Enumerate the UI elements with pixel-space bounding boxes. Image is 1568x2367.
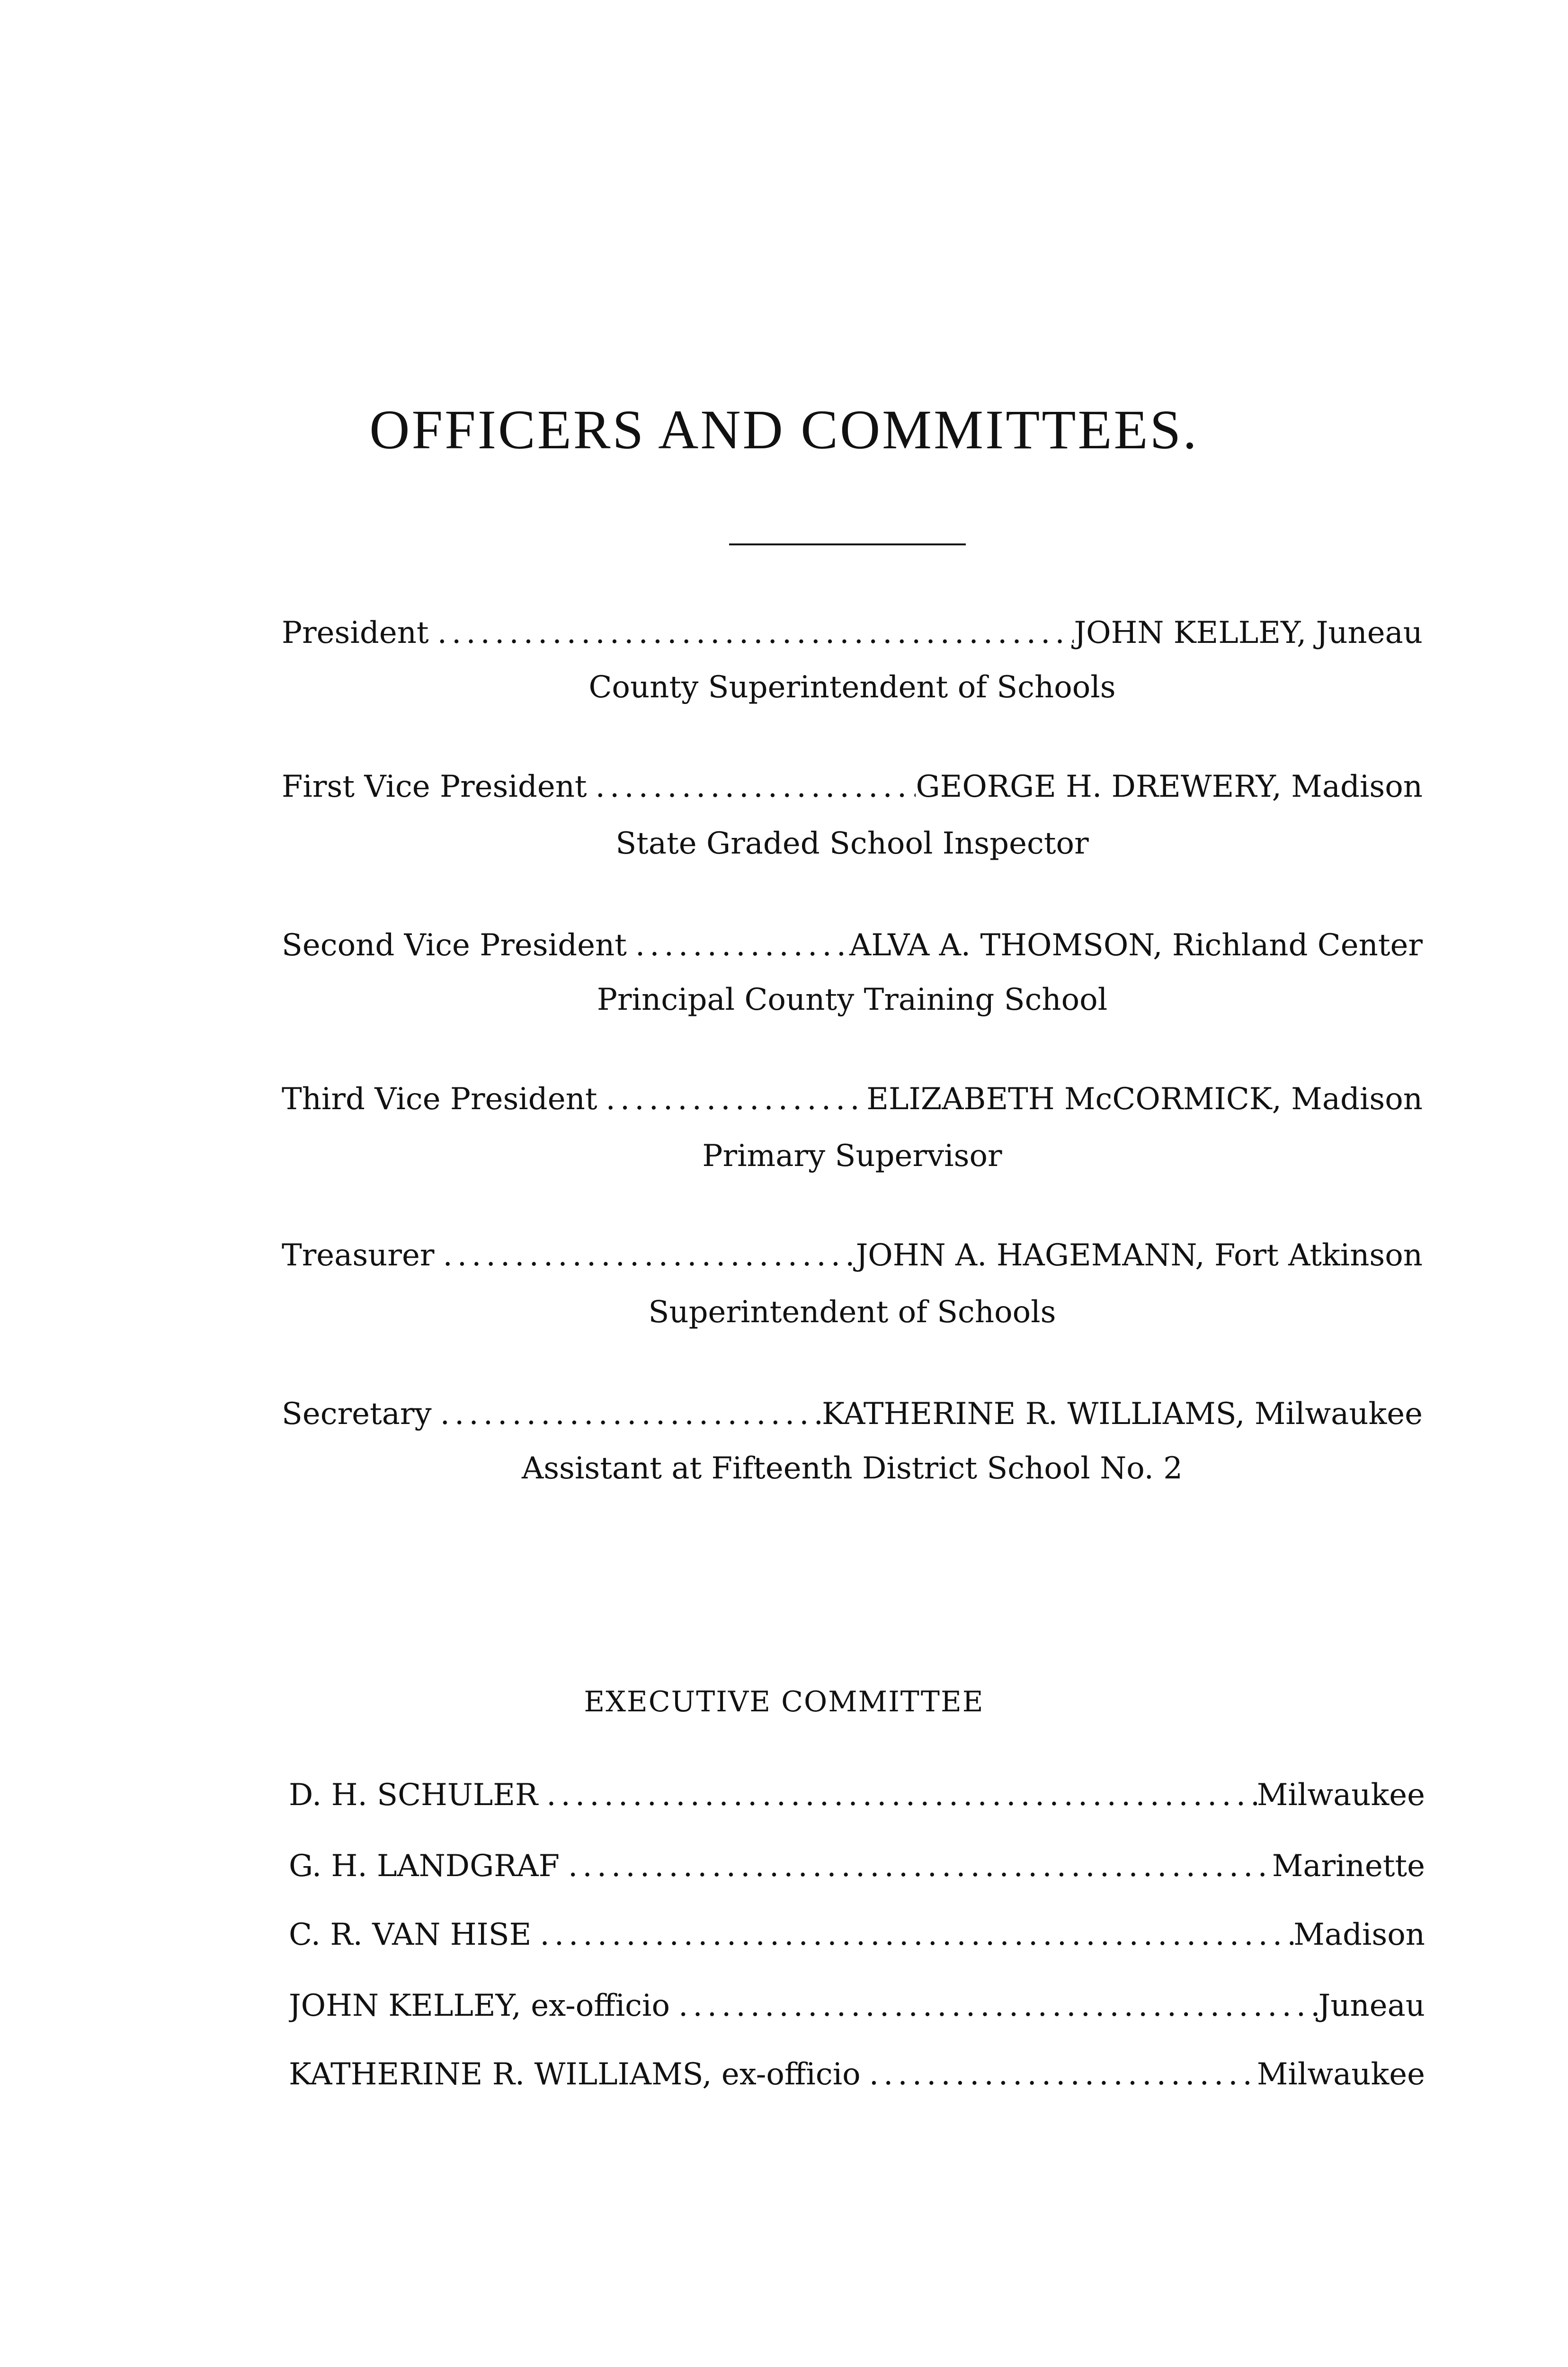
member-name: D. H. SCHULER: [289, 1778, 538, 1813]
leader-dots: [437, 615, 1074, 650]
officer-role: Third Vice President: [282, 1082, 597, 1117]
officer-entry-president: [282, 615, 1423, 663]
officer-description: Primary Supervisor: [702, 1139, 1002, 1174]
officer-description: State Graded School Inspector: [615, 826, 1089, 861]
member-name: JOHN KELLEY, ex-officio: [289, 1988, 670, 2023]
member-city: Marinette: [1272, 1849, 1425, 1884]
officer-role: Treasurer: [282, 1238, 435, 1273]
leader-dots: [568, 1849, 1272, 1884]
leader-dots: [546, 1778, 1257, 1813]
member-city: Milwaukee: [1256, 1778, 1425, 1813]
leader-dots: [440, 1397, 822, 1432]
committee-member: [289, 1849, 1425, 1896]
officer-description: County Superintendent of Schools: [588, 670, 1116, 705]
section-heading: EXECUTIVE COMMITTEE: [584, 1685, 984, 1718]
officer-entry-secretary: [282, 1397, 1423, 1444]
leader-dots: [606, 1082, 867, 1117]
member-city: Madison: [1293, 1917, 1425, 1952]
leader-dots: [678, 1988, 1319, 2023]
officer-name: KATHERINE R. WILLIAMS, Milwaukee: [821, 1397, 1423, 1432]
title-rule: [729, 543, 966, 545]
committee-member: [289, 1988, 1425, 2036]
officer-name: JOHN KELLEY, Juneau: [1074, 615, 1423, 650]
officer-entry-second-vice-president: [282, 928, 1423, 975]
leader-dots: [540, 1917, 1293, 1952]
officer-role: First Vice President: [282, 769, 587, 804]
officer-name: ALVA A. THOMSON, Richland Center: [849, 928, 1423, 963]
member-city: Milwaukee: [1256, 2057, 1425, 2092]
member-name: KATHERINE R. WILLIAMS, ex-officio: [289, 2057, 861, 2092]
committee-member: [289, 1778, 1425, 1825]
leader-dots: [869, 2057, 1257, 2092]
committee-member: [289, 1917, 1425, 1965]
officer-description: Assistant at Fifteenth District School No. 2: [521, 1451, 1183, 1486]
member-name: C. R. VAN HISE: [289, 1917, 532, 1952]
officer-name: JOHN A. HAGEMANN, Fort Atkinson: [855, 1238, 1423, 1273]
officer-entry-third-vice-president: [282, 1082, 1423, 1129]
page-title: OFFICERS AND COMMITTEES.: [369, 399, 1199, 461]
member-name: G. H. LANDGRAF: [289, 1849, 560, 1884]
officer-role: Second Vice President: [282, 928, 627, 963]
officer-description: Principal County Training School: [597, 982, 1108, 1017]
leader-dots: [443, 1238, 855, 1273]
officer-entry-first-vice-president: [282, 769, 1423, 817]
leader-dots: [596, 769, 916, 804]
officer-name: ELIZABETH McCORMICK, Madison: [866, 1082, 1423, 1117]
officer-description: Superintendent of Schools: [648, 1295, 1056, 1330]
officer-name: GEORGE H. DREWERY, Madison: [916, 769, 1423, 804]
officer-entry-treasurer: [282, 1238, 1423, 1285]
officer-role: President: [282, 615, 429, 650]
committee-member: [289, 2057, 1425, 2104]
officer-role: Secretary: [282, 1397, 432, 1432]
leader-dots: [635, 928, 849, 963]
member-city: Juneau: [1318, 1988, 1425, 2023]
